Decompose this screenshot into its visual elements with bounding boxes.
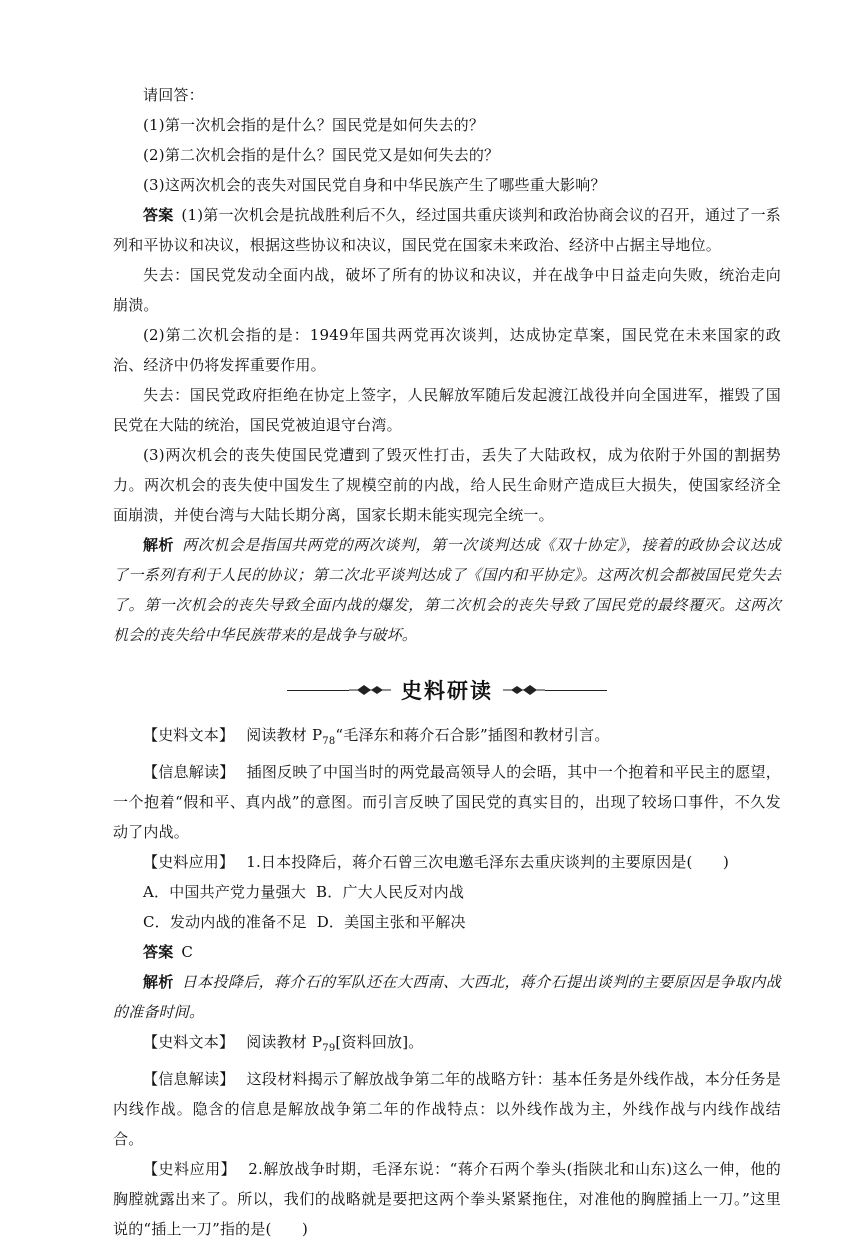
info-reading-2-text: 这段材料揭示了解放战争第二年的战略方针：基本任务是外线作战，本分任务是内线作战。隐含的信息是解放战争第二年的作战特点：以外线作战为主，外线作战与内线作战结合。 (113, 1070, 781, 1148)
analysis-4-text: 日本投降后，蒋介石的军队还在大西南、大西北，蒋介石提出谈判的主要原因是争取内战的准备时间。 (113, 973, 781, 1021)
question-3: (3)这两次机会的丧失对国民党自身和中华民族产生了哪些重大影响？ (143, 176, 606, 194)
info-reading-2 (113, 1064, 781, 1154)
document-body (113, 80, 781, 1244)
analysis-1-text: 两次机会是指国共两党的两次谈判，第一次谈判达成《双十协定》，接着的政协会议达成了一系列有利于人民的协议；第二次北平谈判达成了《国内和平协定》。这两次机会都被国民党失去了。第一次机会的丧失导致全面内战的爆发，第二次机会的丧失导致了国民党的最终覆灭。这两次机会的丧失给中华民族带来的是战争与破坏。 (113, 536, 781, 644)
option-c: C．发动内战的准备不足 (143, 913, 307, 931)
analysis-1 (113, 530, 781, 650)
info-reading-tag: 【信息解读】 (143, 1070, 235, 1088)
diamond-ornament-left-icon (349, 683, 391, 697)
question-intro: 请回答： (143, 86, 204, 104)
answer-label: 答案 (143, 943, 174, 961)
answer-2-lost: 失去：国民党政府拒绝在协定上签字，人民解放军随后发起渡江战役并向全国进军，摧毁了国民党在大陆的统治，国民党被迫退守台湾。 (113, 386, 781, 434)
page-ref-78: 78 (322, 736, 336, 747)
source-text-2-pre: 阅读教材 P (246, 1033, 323, 1051)
section-rule-left (287, 690, 349, 691)
options-cd (113, 907, 781, 937)
question-1: (1)第一次机会指的是什么？国民党是如何失去的？ (143, 116, 485, 134)
answer-1-lost: 失去：国民党发动全面内战，破坏了所有的协议和决议，并在战争中日益走向失败，统治走向崩溃。 (113, 266, 781, 314)
option-b: B．广大人民反对内战 (316, 883, 465, 901)
answer-4-value: C (181, 943, 194, 961)
answer-2: (2)第二次机会指的是：1949年国共两党再次谈判，达成协定草案，国民党在未来国家的政治、经济中仍将发挥重要作用。 (113, 326, 781, 374)
source-application-2 (113, 1154, 781, 1244)
source-application-tag: 【史料应用】 (143, 1160, 237, 1178)
answer-3: (3)两次机会的丧失使国民党遭到了毁灭性打击，丢失了大陆政权，成为依附于外国的割据势力。两次机会的丧失使中国发生了规模空前的内战，给人民生命财产造成巨大损失，使国家经济全面崩溃，并使台湾与大陆长期分离，国家长期未能实现完全统一。 (113, 446, 781, 524)
source-text-1 (113, 720, 781, 757)
source-text-tag: 【史料文本】 (143, 726, 235, 744)
option-d: D．美国主张和平解决 (316, 913, 466, 931)
source-text-tag: 【史料文本】 (143, 1033, 235, 1051)
diamond-ornament-right-icon (503, 683, 545, 697)
section-title: 史料研读 (401, 679, 493, 703)
source-text-1-post: “毛泽东和蒋介石合影”插图和教材引言。 (335, 726, 610, 744)
info-reading-1 (113, 757, 781, 847)
source-application-1 (113, 847, 781, 877)
answer-1 (113, 200, 781, 260)
source-text-2 (113, 1027, 781, 1064)
info-reading-1-text: 插图反映了中国当时的两党最高领导人的会晤，其中一个抱着和平民主的愿望，一个抱着“假和平、真内战”的意图。而引言反映了国民党的真实目的，出现了较场口事件，不久发动了内战。 (113, 763, 781, 841)
section-rule-right (545, 690, 607, 691)
question-5-stem: 2.解放战争时期，毛泽东说：“蒋介石两个拳头(指陕北和山东)这么一伸，他的胸膛就露出来了。所以，我们的战略就是要把这两个拳头紧紧拖住，对准他的胸膛插上一刀。”这里说的“插上一刀”指的是( ) (113, 1160, 782, 1238)
answer-1-text: (1)第一次机会是抗战胜利后不久，经过国共重庆谈判和政治协商会议的召开，通过了一系列和平协议和决议，根据这些协议和决议，国民党在国家未来政治、经济中占据主导地位。 (113, 206, 782, 254)
question-2: (2)第二次机会指的是什么？国民党又是如何失去的？ (143, 146, 500, 164)
page-ref-79: 79 (322, 1043, 336, 1054)
analysis-label: 解析 (143, 536, 175, 554)
answer-label: 答案 (143, 206, 174, 224)
source-text-2-post: [资料回放]。 (335, 1033, 424, 1051)
options-ab (113, 877, 781, 907)
analysis-4 (113, 967, 781, 1027)
analysis-label: 解析 (143, 973, 174, 991)
section-heading (113, 672, 781, 708)
source-application-tag: 【史料应用】 (143, 853, 235, 871)
option-a: A．中国共产党力量强大 (143, 883, 307, 901)
source-text-1-pre: 阅读教材 P (246, 726, 323, 744)
info-reading-tag: 【信息解读】 (143, 763, 235, 781)
answer-4 (113, 937, 781, 967)
question-4-stem: 1.日本投降后，蒋介石曾三次电邀毛泽东去重庆谈判的主要原因是( ) (246, 853, 730, 871)
